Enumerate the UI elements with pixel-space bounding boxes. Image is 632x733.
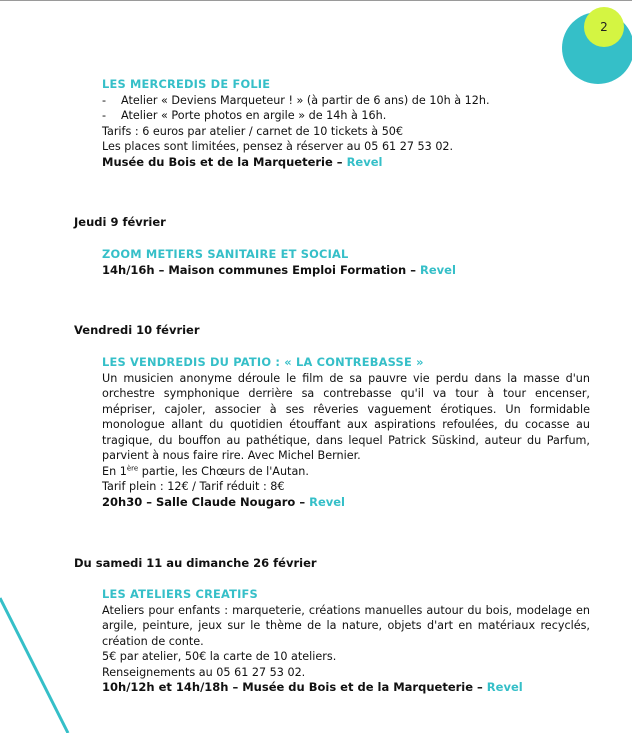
premiere-partie-sup: ère <box>126 463 139 472</box>
venue-line <box>102 680 590 696</box>
venue-line <box>102 495 590 511</box>
premiere-partie-prefix: En 1 <box>102 464 127 478</box>
tarifs-text: Tarifs : 6 euros par atelier / carnet de 10 tickets à 50€ <box>102 124 404 138</box>
venue-text: 10h/12h et 14h/18h – Musée du Bois et de la Marqueterie – <box>102 680 483 694</box>
description-text: Ateliers pour enfants : marqueterie, créations manuelles autour du bois, modelage en argile, peinture, jeux sur le thème de la nature, objets d'art en matériaux recyclés, création de conte. <box>102 603 590 648</box>
city-text: Revel <box>309 494 345 509</box>
premiere-partie-suffix: partie, les Chœurs de l'Autan. <box>138 464 309 478</box>
date-heading: Du samedi 11 au dimanche 26 février <box>74 556 317 570</box>
section-vendredi <box>102 355 590 510</box>
renseignements-text: Renseignements au 05 61 27 53 02. <box>102 665 306 679</box>
list-item <box>102 93 590 109</box>
premiere-partie-text <box>102 464 590 480</box>
date-heading: Vendredi 10 février <box>74 323 200 337</box>
section-heading: LES MERCREDIS DE FOLIE <box>102 77 271 91</box>
venue-text: Musée du Bois et de la Marqueterie – <box>102 154 343 169</box>
places-text: Les places sont limitées, pensez à réserver au 05 61 27 53 02. <box>102 140 454 153</box>
section-jeudi <box>102 247 590 278</box>
tarif-text: Tarif plein : 12€ / Tarif réduit : 8€ <box>102 480 285 493</box>
teal-diagonal-line <box>0 598 68 733</box>
bullet-dash: - <box>102 93 107 107</box>
section-heading: ZOOM METIERS SANITAIRE ET SOCIAL <box>102 247 349 261</box>
venue-text: 20h30 – Salle Claude Nougaro – <box>102 494 306 509</box>
date-heading: Jeudi 9 février <box>74 215 166 229</box>
section-samedi <box>102 587 590 696</box>
venue-text: 14h/16h – Maison communes Emploi Formation – <box>102 262 416 277</box>
section-heading: LES VENDREDIS DU PATIO : « LA CONTREBASSE » <box>102 355 424 369</box>
venue-line <box>102 155 590 171</box>
page-number: 2 <box>600 20 608 34</box>
section-heading: LES ATELIERS CREATIFS <box>102 587 258 601</box>
prix-text: 5€ par atelier, 50€ la carte de 10 ateliers. <box>102 650 337 663</box>
bullet-dash: - <box>102 109 107 122</box>
list-item-text: Atelier « Porte photos en argile » de 14h à 16h. <box>121 109 387 122</box>
city-text: Revel <box>486 680 523 694</box>
list-item-text: Atelier « Deviens Marqueteur ! » (à partir de 6 ans) de 10h à 12h. <box>121 93 490 107</box>
venue-line <box>102 263 590 279</box>
section-mercredis <box>102 77 590 170</box>
city-text: Revel <box>346 154 383 169</box>
city-text: Revel <box>420 262 456 277</box>
list-item <box>102 108 590 124</box>
description-text: Un musicien anonyme déroule le film de sa pauvre vie perdu dans la masse d'un orchestre symphonique derrière sa contrebasse qu'il va tour à tour encenser, mépriser, cajoler, associer à ses rêveries vaguement érotiques. Un formidable monologue allant du quotidien étouffant aux aspirations refoulées, du cocasse au tragique, du bouffon au pathétique, dans lequel Patrick Süskind, auteur du Parfum, parvient à nous faire rire. Avec Michel Bernier. <box>102 371 590 462</box>
